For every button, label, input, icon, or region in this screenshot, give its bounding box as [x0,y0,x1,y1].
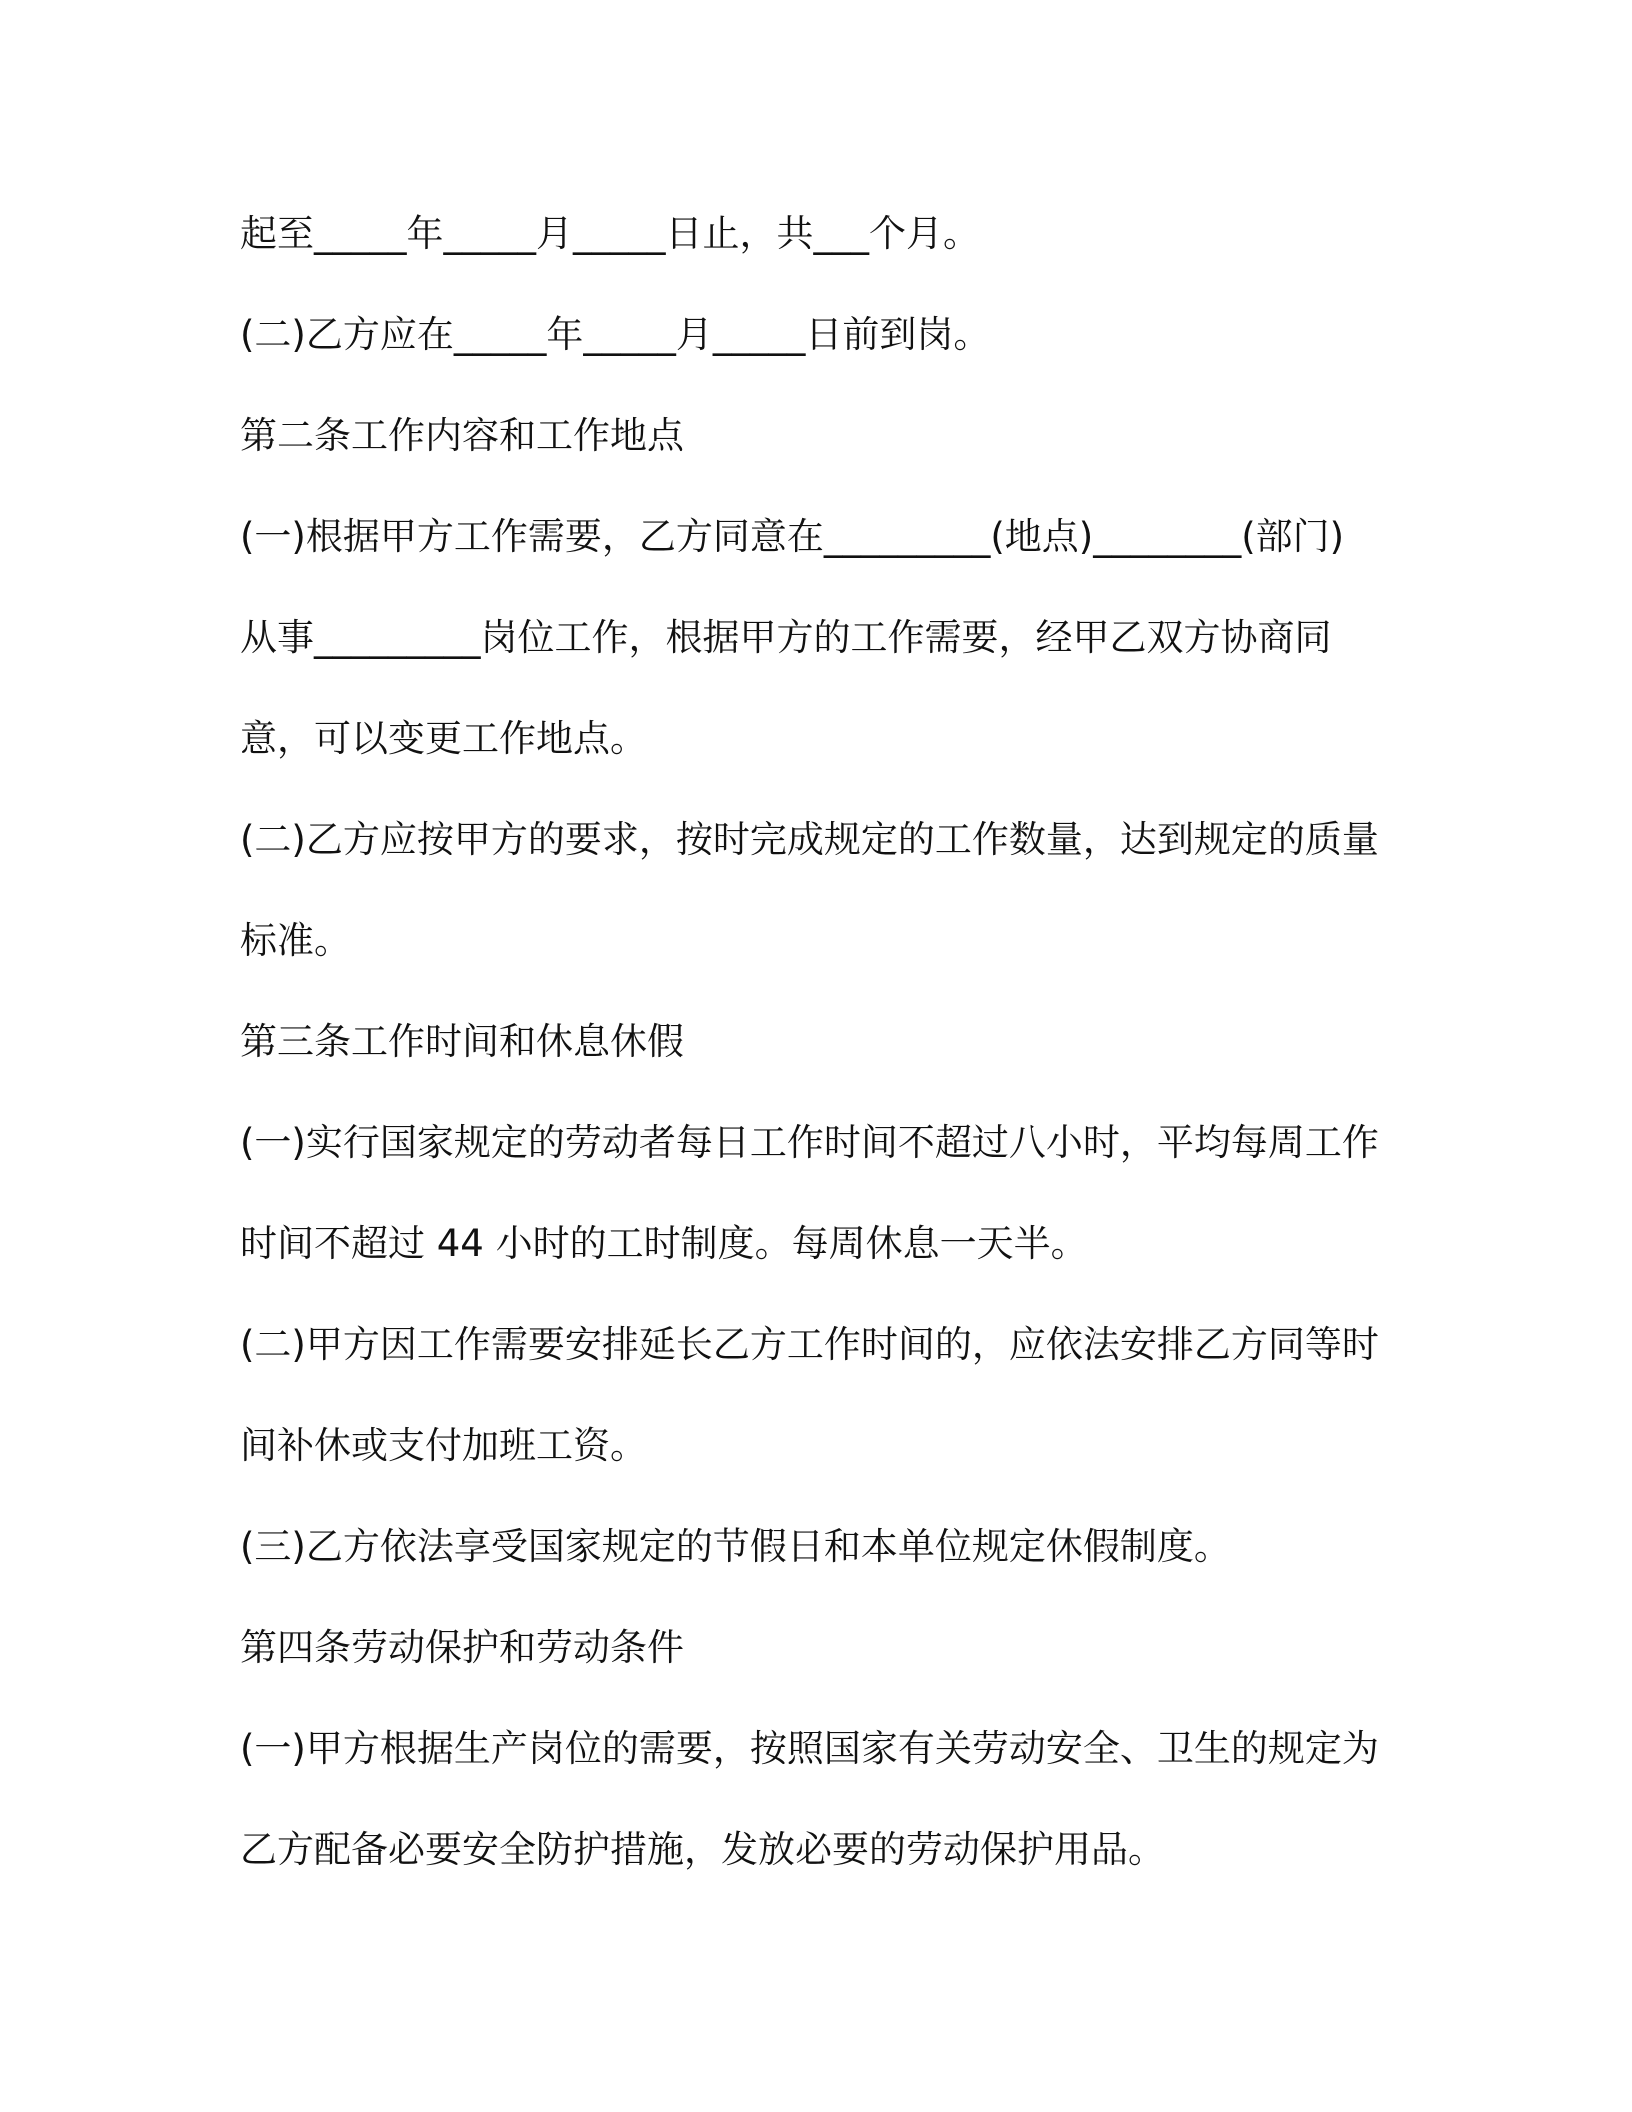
text-line-compensation: 间补休或支付加班工资。 [240,1424,647,1467]
heading-article-4: 第四条劳动保护和劳动条件 [240,1626,684,1669]
text-line-weekly-hours: 时间不超过 44 小时的工时制度。每周休息一天半。 [240,1222,1088,1265]
text-line-holidays: (三)乙方依法享受国家规定的节假日和本单位规定休假制度。 [240,1525,1231,1568]
text-line-position: 从事_________岗位工作，根据甲方的工作需要，经甲乙双方协商同 [240,616,1332,659]
text-line-quality-standard: 标准。 [240,919,351,962]
text-line-overtime: (二)甲方因工作需要安排延长乙方工作时间的，应依法安排乙方同等时 [240,1323,1379,1366]
contract-text [240,183,1400,1900]
text-line-change-location: 意，可以变更工作地点。 [240,717,647,760]
heading-article-2: 第二条工作内容和工作地点 [240,414,684,457]
text-line-term-end: 起至_____年_____月_____日止，共___个月。 [240,212,980,255]
text-line-safety: (一)甲方根据生产岗位的需要，按照国家有关劳动安全、卫生的规定为 [240,1727,1379,1770]
text-line-report-date: (二)乙方应在_____年_____月_____日前到岗。 [240,313,991,356]
heading-article-3: 第三条工作时间和休息休假 [240,1020,684,1063]
text-line-protective-equipment: 乙方配备必要安全防护措施，发放必要的劳动保护用品。 [240,1828,1165,1871]
text-line-working-hours: (一)实行国家规定的劳动者每日工作时间不超过八小时，平均每周工作 [240,1121,1379,1164]
text-line-work-quantity: (二)乙方应按甲方的要求，按时完成规定的工作数量，达到规定的质量 [240,818,1379,861]
text-line-work-location: (一)根据甲方工作需要，乙方同意在_________(地点)________(部门) [240,515,1345,558]
